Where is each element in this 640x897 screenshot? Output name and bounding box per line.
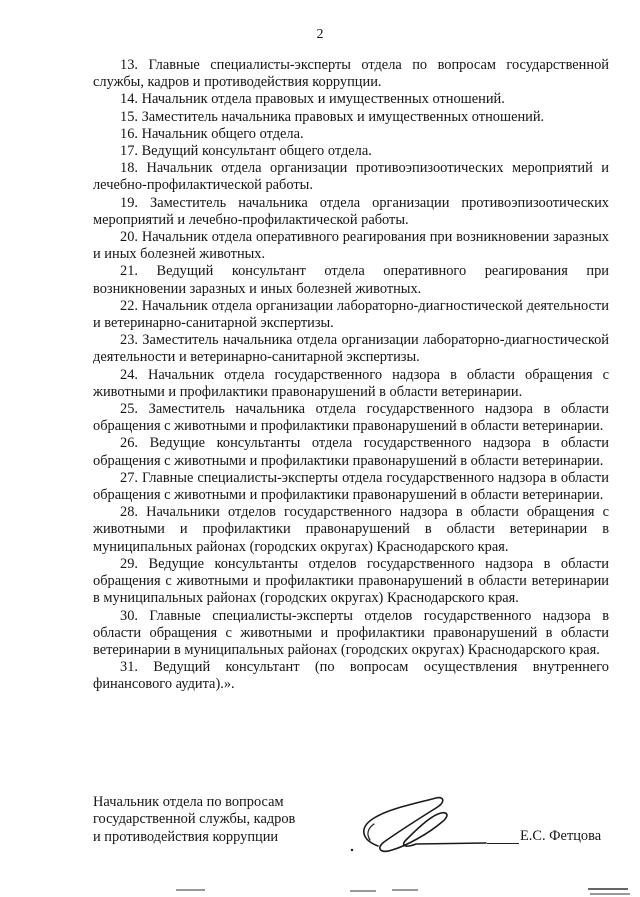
list-item: 14. Начальник отдела правовых и имущественных отношений. (120, 91, 505, 108)
list-item: 13. Главные специалисты-эксперты отдела по вопросам государственной службы, кадров и противодействия коррупции. (93, 57, 609, 91)
signer-title-line: и противодействия коррупции (93, 828, 279, 845)
list-item: 24. Начальник отдела государственного надзора в области обращения с животными и профилактики правонарушений в области ветеринарии. (93, 366, 609, 400)
list-item: 23. Заместитель начальника отдела организации лабораторно-диагностической деятельности и ветеринарно-санитарной экспертизы. (93, 332, 609, 366)
list-item: 19. Заместитель начальника отдела организации противоэпизоотических мероприятий и лечебно-профилактической работы. (93, 194, 609, 228)
signer-title-line: Начальник отдела по вопросам (93, 794, 284, 810)
list-item: 29. Ведущие консультанты отделов государственного надзора в области обращения с животными и профилактики правонарушений в области ветеринарии в муниципальных районах (городских округах) Краснодарского края. (93, 555, 609, 607)
list-item: 26. Ведущие консультанты отдела государственного надзора в области обращения с животными и профилактики правонарушений в области ветеринарии. (93, 435, 609, 469)
list-item: 17. Ведущий консультант общего отдела. (120, 143, 372, 160)
list-item: 18. Начальник отдела организации противоэпизоотических мероприятий и лечебно-профилактической работы. (93, 160, 609, 194)
list-item: 21. Ведущий консультант отдела оперативного реагирования при возникновении заразных и иных болезней животных. (93, 263, 609, 297)
signer-name: Е.С. Фетцова (520, 828, 602, 844)
signature-line (487, 843, 519, 844)
list-item: 15. Заместитель начальника правовых и имущественных отношений. (120, 108, 545, 125)
list-item: 27. Главные специалисты-эксперты отдела государственного надзора в области обращения с животными и профилактики правонарушений в области ветеринарии. (93, 469, 609, 504)
list-item: 28. Начальники отделов государственного надзора в области обращения с животными и профилактики правонарушений в области ветеринарии в муниципальных районах (городских округах) Краснодарского края. (93, 504, 609, 555)
page-number: 2 (316, 27, 324, 42)
handwritten-signature (340, 788, 500, 868)
signer-title-line: государственной службы, кадров (93, 811, 296, 828)
list-item: 16. Начальник общего отдела. (120, 125, 304, 142)
list-item: 20. Начальник отдела оперативного реагирования при возникновении заразных и иных болезней животных. (93, 229, 609, 263)
document-body (93, 57, 609, 694)
list-item: 25. Заместитель начальника отдела государственного надзора в области обращения с животными и профилактики правонарушений в области ветеринарии. (93, 401, 609, 435)
list-item: 22. Начальник отдела организации лабораторно-диагностической деятельности и ветеринарно-санитарной экспертизы. (93, 297, 609, 332)
scan-edge-marks (0, 884, 640, 897)
list-item: 30. Главные специалисты-эксперты отделов государственного надзора в области обращения с животными и профилактики правонарушений в области ветеринарии в муниципальных районах (городских округах) Краснодарского края. (93, 607, 609, 658)
list-item: 31. Ведущий консультант (по вопросам осуществления внутреннего финансового аудита).». (93, 659, 609, 693)
signer-title (93, 794, 295, 846)
